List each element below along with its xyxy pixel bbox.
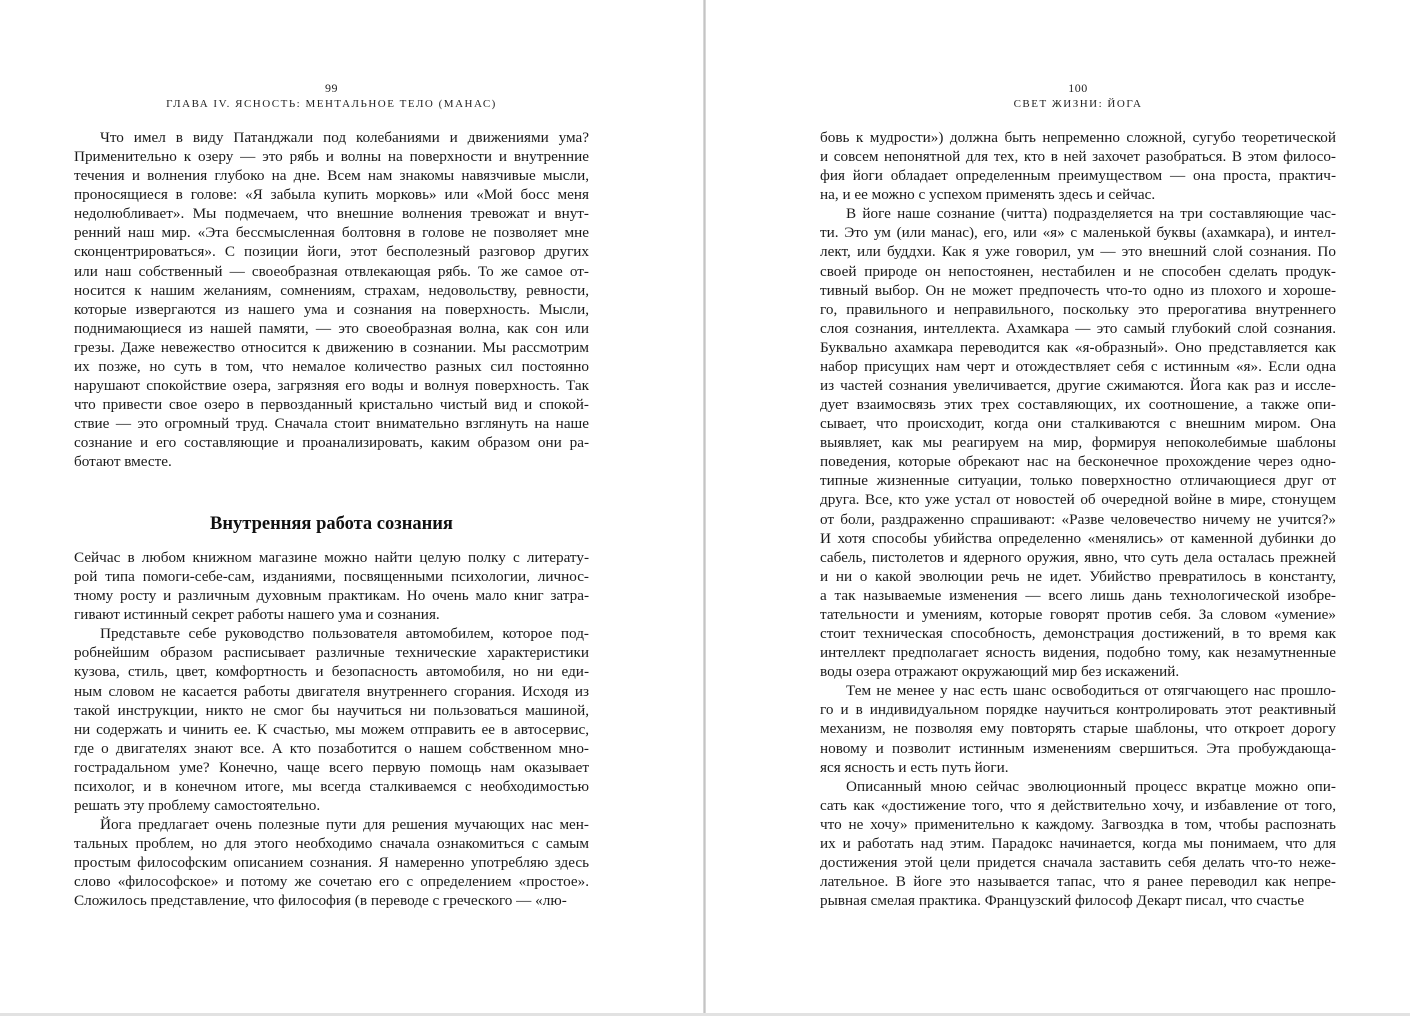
- text-line: своей природе он непостоянен, нестабилен и не способен сделать продук-: [820, 262, 1336, 280]
- text-line: сознание и его составляющие и проанализировать, каким образом они ра-: [74, 434, 589, 452]
- text-line: течения и волнения глубоко на дне. Всем нам знакомы навязчивые мысли,: [74, 167, 589, 185]
- text-line: слово «философское» и потому же сочетаю его с определением «простое».: [74, 873, 589, 891]
- text-line: и совсем непонятной для тех, кто в ней захочет разобраться. В этом филосо-: [820, 148, 1336, 166]
- text-line: проносящиеся в голове: «Я забыла купить морковь» или «Мой босс меня: [74, 186, 589, 204]
- right-page-text: [820, 128, 1336, 910]
- text-line: их позже, но суть в том, что немалое количество разных сил постоянно: [74, 357, 589, 375]
- text-line: набор присущих нам черт и отождествляет себя с истинным «я». Если одна: [820, 357, 1336, 375]
- left-chapter-title: ГЛАВА IV. ЯСНОСТЬ: МЕНТАЛЬНОЕ ТЕЛО (МАНАС): [166, 98, 497, 110]
- left-section-text: [74, 548, 589, 910]
- text-line: ным словом не касается работы двигателя внутреннего сгорания. Исходя из: [74, 682, 589, 700]
- text-line: и ни о какой эволюции речь не идет. Убийство превратилось в константу,: [820, 567, 1336, 585]
- text-line: Применительно к озеру — это рябь и волны на поверхности и внутренние: [74, 148, 589, 166]
- right-running-head: [820, 80, 1336, 112]
- text-line: поведения, которые обрекают нас на бесконечное прохождение через одно-: [820, 453, 1336, 471]
- text-line: а так называемые изменения — всего лишь дань технологической изобре-: [820, 586, 1336, 604]
- text-line: типные жизненные ситуации, только поверхностно отличающиеся друг от: [820, 472, 1336, 490]
- left-page-number: 99: [325, 81, 338, 95]
- text-line: от боли, раздраженно спрашивают: «Разве человечество ничему не учится?»: [820, 510, 1336, 528]
- text-line: Что имел в виду Патанджали под колебаниями и движениями ума?: [100, 129, 589, 146]
- text-line: такой инструкции, никто не смог бы научиться ни пользоваться машиной,: [74, 701, 589, 719]
- text-line: сконцентрироваться». С позиции йоги, этот бесполезный разговор других: [74, 243, 589, 261]
- text-line: стоит техническая способность, демонстрация достижений, в то время как: [820, 625, 1336, 643]
- text-line: из частей сознания увеличивается, другие сжимаются. Йога как раз и иссле-: [820, 377, 1336, 395]
- text-line: фия йоги обладает определенным преимуществом — она проста, практич-: [820, 167, 1336, 185]
- text-line: Йога предлагает очень полезные пути для решения мучающих нас мен-: [100, 816, 589, 834]
- text-line: сывает, что происходит, когда они сталкиваются с внешним миром. Она: [820, 415, 1336, 433]
- text-line: бовь к мудрости») должна быть непременно сложной, сугубо теоретической: [820, 129, 1336, 146]
- text-line: яся ясность и есть путь йоги.: [820, 758, 1009, 776]
- text-line: воды озера отражают окружающий мир без искажений.: [820, 663, 1180, 681]
- text-line: гострадальном уме? Конечно, чаще всего первую помощь нам оказывает: [74, 758, 589, 776]
- text-line: нарушают спокойствие озера, загрязняя его воды и волнуя поверхность. Так: [74, 377, 589, 395]
- text-line: рывная смелая практика. Французский философ Декарт писал, что счастье: [820, 892, 1305, 910]
- text-line: сать как «достижение того, что я действительно хочу, и избавление от того,: [820, 796, 1336, 814]
- text-line: В йоге наше сознание (читта) подразделяется на три составляющие час-: [846, 205, 1336, 223]
- text-line: тальных проблем, но для этого необходимо сначала ознакомиться с самым: [74, 835, 589, 853]
- text-line: лательное. В йоге это называется тапас, что я ранее переводил как непре-: [820, 873, 1336, 891]
- text-line: механизм, не позволяя ему повторять старые шаблоны, что откроет дорогу: [820, 720, 1336, 738]
- text-line: или наш собственный — своеобразная отвлекающая рябь. То же самое от-: [74, 262, 589, 280]
- text-line: на, и ее можно с успехом применять здесь и сейчас.: [820, 186, 1156, 204]
- text-line: Тем не менее у нас есть шанс освободиться от отягчающего нас прошло-: [846, 682, 1336, 700]
- text-line: лект, или буддхи. Как я уже говорил, ум — это внешний слой сознания. По: [820, 243, 1336, 261]
- text-line: ти. Это ум (или манас), его, или «я» с маленькой буквы (ахамкара), и интел-: [820, 224, 1336, 242]
- text-line: ни содержать и чинить ее. К счастью, мы можем отправить ее в автосервис,: [74, 720, 589, 738]
- text-line: тательности и умениям, которые говорят против себя. За словом «умение»: [820, 605, 1336, 623]
- text-line: Сложилось представление, что философия (в переводе с греческого — «лю-: [74, 892, 567, 910]
- left-intro-paragraph: [74, 128, 589, 471]
- text-line: кузова, стиль, цвет, комфортность и безопасность автомобиля, но ни еди-: [74, 663, 589, 681]
- text-line: ствие — это огромный труд. Сначала стоит внимательно взглянуть на наше: [74, 415, 589, 433]
- text-line: го, правильного и неправильного, поскольку это прерогатива внутреннего: [820, 300, 1336, 318]
- text-line: носится к нашим желаниям, сомнениям, страхам, недовольству, ревности,: [74, 281, 589, 299]
- text-line: тивный выбор. Он не может предпочесть что-то одно из плохого и хороше-: [820, 281, 1336, 299]
- text-line: И хотя способы убийства определенно «менялись» от каменной дубинки до: [820, 529, 1336, 547]
- text-line: Представьте себе руководство пользователя автомобилем, которое под-: [100, 625, 589, 643]
- text-line: го и в индивидуальном порядке научиться контролировать этот реактивный: [820, 701, 1336, 719]
- text-line: которые извергаются из нашего ума и сознания на поверхность. Мысли,: [74, 300, 589, 318]
- text-line: выявляет, как мы реагируем на мир, формируя непоколебимые шаблоны: [820, 434, 1336, 452]
- text-line: ботают вместе.: [74, 453, 172, 471]
- text-line: Описанный мною сейчас эволюционный процесс вкратце можно опи-: [846, 777, 1336, 795]
- right-page-number: 100: [1068, 81, 1088, 95]
- text-line: ренний наш мир. «Эта бессмысленная болтовня в голове не позволяет мне: [74, 224, 589, 242]
- text-line: где о двигателях знают все. А кто позаботится о нашем собственном мно-: [74, 739, 589, 757]
- text-line: Буквально ахамкара переводится как «я-образный». Оно представляется как: [820, 338, 1336, 356]
- text-line: интеллект предполагает ясность видения, подобно тому, как незамутненные: [820, 644, 1336, 662]
- text-line: недолюбливает». Мы подмечаем, что внешние волнения тревожат и внут-: [74, 205, 589, 223]
- text-line: робнейшим образом расписывает различные технические характеристики: [74, 644, 589, 662]
- text-line: поднимающиеся из нашей памяти, — это своеобразная волна, как сон или: [74, 319, 589, 337]
- text-line: дует взаимосвязь этих трех составляющих, их соотношение, а также опи-: [820, 396, 1336, 414]
- text-line: гивают истинный секрет работы нашего ума и сознания.: [74, 606, 440, 624]
- right-book-title: СВЕТ ЖИЗНИ: ЙОГА: [1013, 98, 1143, 110]
- text-line: новому и позволит истинным изменениям свершиться. Эта пробуждающа-: [820, 739, 1336, 757]
- text-line: Сейчас в любом книжном магазине можно найти целую полку с литерату-: [74, 549, 589, 566]
- text-line: что не хочу» применительно к каждому. Загвоздка в том, чтобы распознать: [820, 815, 1336, 833]
- text-line: тному росту и различным духовным практикам. Но очень мало книг затра-: [74, 587, 589, 605]
- text-line: их и работать над этим. Парадокс начинается, когда мы понимаем, что для: [820, 834, 1336, 852]
- section-heading: Внутренняя работа сознания: [210, 514, 453, 534]
- page-gutter: [703, 0, 706, 1016]
- text-line: психолог, и в конечном итоге, мы всегда сталкиваемся с необходимостью: [74, 777, 589, 795]
- text-line: сабель, пистолетов и ядерного оружия, явно, что суть дела осталась прежней: [820, 548, 1336, 566]
- text-line: грезы. Даже невежество относится к движению в сознании. Мы рассмотрим: [74, 338, 589, 356]
- text-line: друга. Все, кто уже устал от новостей об очередной войне в мире, стонущем: [820, 491, 1336, 509]
- text-line: рой типа помоги-себе-сам, изданиями, посвященными психологии, личнос-: [74, 568, 589, 586]
- text-line: слоя сознания, интеллекта. Ахамкара — это самый глубокий слой сознания.: [820, 319, 1336, 337]
- left-running-head: [74, 80, 589, 112]
- text-line: что привести свое озеро в первозданный кристально чистый вид и спокой-: [74, 396, 589, 414]
- text-line: решать эту проблему самостоятельно.: [74, 797, 321, 815]
- text-line: достижения этой цели придется сначала заставить себя делать что-то неже-: [820, 853, 1336, 871]
- text-line: простым философским описанием сознания. Я намеренно употребляю здесь: [74, 854, 589, 872]
